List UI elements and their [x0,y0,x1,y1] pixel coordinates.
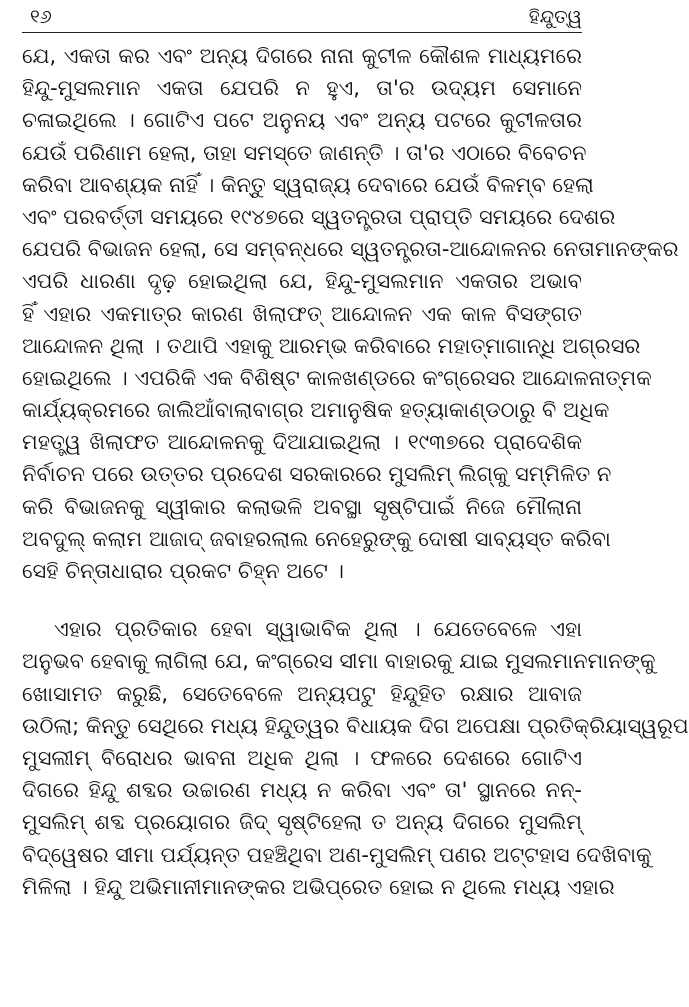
text-line: ସେହି ଚିନ୍ତାଧାରାର ପ୍ରକଟ ଚିହ୍ନ ଅଟେ । [22,559,344,583]
text-line: ମହତ୍ତ୍ୱ ଖିଲାଫତ ଆନ୍ଦୋଳନକୁ ଦିଆଯାଇଥିଲା । ୧୯୩୭ରେ ପ୍ରାଦେଶିକ [22,430,582,455]
running-head: ହିନ୍ଦୁତ୍ୱ [528,6,582,28]
paragraph-2 [22,613,689,903]
text-line: ନିର୍ବାଚନ ପରେ ଉତ୍ତର ପ୍ରଦେଶ ସରକାରରେ ମୁସଲିମ୍ ଲିଗ୍‌କୁ ସମ୍ମିଳିତ ନ [22,462,612,487]
text-line: ମୁସଲିମ୍ ଶବ୍ଦ ପ୍ରୟୋଗର ଜିଦ୍ ସୃଷ୍ଟିହେଲା ତ ଅନ୍ୟ ଦିଗରେ ମୁସଲିମ୍ [22,810,582,835]
text-line: ଖୋସାମତ କରୁଛି, ସେତେବେଳେ ଅନ୍ୟପଟୁ ହିନ୍ଦୁହିତ ରକ୍ଷାର ଆବାଜ [22,681,582,706]
text-line: ଏପରି ଧାରଣା ଦୃଢ଼ ହୋଇଥିଲା ଯେ, ହିନ୍ଦୁ-ମୁସଲମାନ ଏକତାର ଅଭାବ [22,269,582,294]
text-line: କରିବା ଆବଶ୍ୟକ ନାହିଁ । କିନ୍ତୁ ସ୍ୱରାଜ୍ୟ ଦେବାରେ ଯେଉଁ ବିଳମ୍ବ ହେଲା [22,172,594,197]
text-line: ଯେ, ଏକତା କର ଏବଂ ଅନ୍ୟ ଦିଗରେ ନାନା କୁଟୀଳ କୌଶଳ ମାଧ୍ୟମରେ [22,44,582,68]
paragraph-1 [22,40,679,587]
text-line: ଉଠିଲା; କିନ୍ତୁ ସେଥିରେ ମଧ୍ୟ ହିନ୍ଦୁତ୍ୱର ବିଧାୟକ ଦିଗ ଅପେକ୍ଷା ପ୍ରତିକ୍ରିୟାସ୍ୱରୂପ [22,713,689,738]
text-line: ଚଳାଇଥିଲେ । ଗୋଟିଏ ପଟେ ଅନୁନୟ ଏବଂ ଅନ୍ୟ ପଟରେ କୁଟୀଳତାର [22,108,582,133]
page-header [22,4,582,30]
header-rule [22,32,582,33]
text-line: ଅନୁଭବ ହେବାକୁ ଲାଗିଲା ଯେ, କଂଗ୍ରେସ ସୀମା ବାହାରକୁ ଯାଇ ମୁସଲମାନମାନଙ୍କୁ [22,649,656,674]
text-line: ଯେପରି ବିଭାଜନ ହେଲା, ସେ ସମ୍ବନ୍ଧରେ ସ୍ୱତନ୍ତ୍ରତା-ଆନ୍ଦୋଳନର ନେତାମାନଙ୍କର [22,237,679,262]
page-body [22,40,689,903]
text-line: ଏହାର ପ୍ରତିକାର ହେବା ସ୍ୱାଭାବିକ ଥିଲା । ଯେତେବେଳେ ଏହା [54,617,582,642]
text-line: ଅବଦୁଲ୍ କଲାମ ଆଜାଦ୍ ଜବାହରଲାଲ ନେହେରୁଙ୍କୁ ଦୋଷୀ ସାବ୍ୟସ୍ତ କରିବା [22,526,611,551]
text-line: କାର୍ଯ୍ୟକ୍ରମରେ ଜାଲିଆଁବାଲାବାଗ୍‌ର ଅମାନୁଷିକ ହତ୍ୟାକାଣ୍ଡଠାରୁ ବି ଅଧିକ [22,398,610,423]
text-line: ଆନ୍ଦୋଳନ ଥିଲା । ତଥାପି ଏହାକୁ ଆରମ୍ଭ କରିବାରେ ମହାତ୍ମାଗାନ୍ଧି ଅଗ୍ରସର [22,333,641,358]
paragraph-gap [22,587,582,613]
text-line: କରି ବିଭାଜନକୁ ସ୍ୱୀକାର କଲାଭଳି ଅବସ୍ଥା ସୃଷ୍ଟିପାଇଁ ନିଜେ ମୌଲାନା [22,494,582,519]
text-line: ଏବଂ ପରବର୍ତ୍ତୀ ସମୟରେ ୧୯୪୭ରେ ସ୍ୱତନ୍ତ୍ରତା ପ୍ରାପ୍ତି ସମୟରେ ଦେଶର [22,204,616,229]
text-line: ହିନ୍ଦୁ-ମୁସଲମାନ ଏକତା ଯେପରି ନ ହୁଏ, ତା'ର ଉଦ୍ୟମ ସେମାନେ [22,76,582,101]
text-line: ବିଦ୍ୱେଷର ସୀମା ପର୍ଯ୍ୟନ୍ତ ପହଞ୍ଚିଥିବା ଅଣ-ମୁସଲିମ୍ ପଣର ଅଟ୍ଟହାସ ଦେଖିବାକୁ [22,842,652,867]
text-line: ମୁସଲୀମ୍ ବିରୋଧର ଭାବନା ଅଧିକ ଥିଲା । ଫଳରେ ଦେଶରେ ଗୋଟିଏ [22,745,582,770]
text-line: ହୋଇଥିଲେ । ଏପରିକି ଏକ ବିଶିଷ୍ଟ କାଳଖଣ୍ଡରେ କଂଗ୍ରେସର ଆନ୍ଦୋଳନାତ୍ମକ [22,365,652,390]
text-line: ଯେଉଁ ପରିଣାମ ହେଲା, ତାହା ସମସ୍ତେ ଜାଣନ୍ତି । ତା'ର ଏଠାରେ ବିବେଚନ [22,140,587,165]
text-line: ହିଁ ଏହାର ଏକମାତ୍ର କାରଣ ଖିଲାଫତ୍ ଆନ୍ଦୋଳନ ଏକ କାଳ ବିସଙ୍ଗତ [22,301,582,326]
text-line: ଦିଗରେ ହିନ୍ଦୁ ଶବ୍ଦର ଉଚ୍ଚାରଣ ମଧ୍ୟ ନ କରିବା ଏବଂ ତା' ସ୍ଥାନରେ ନନ୍- [22,778,582,803]
text-line: ମିଳିଲା । ହିନ୍ଦୁ ଅଭିମାନୀମାନଙ୍କର ଅଭିପ୍ରେତ ହୋଇ ନ ଥିଲେ ମଧ୍ୟ ଏହାର [22,874,615,899]
page-number: ୧୬ [30,6,52,28]
